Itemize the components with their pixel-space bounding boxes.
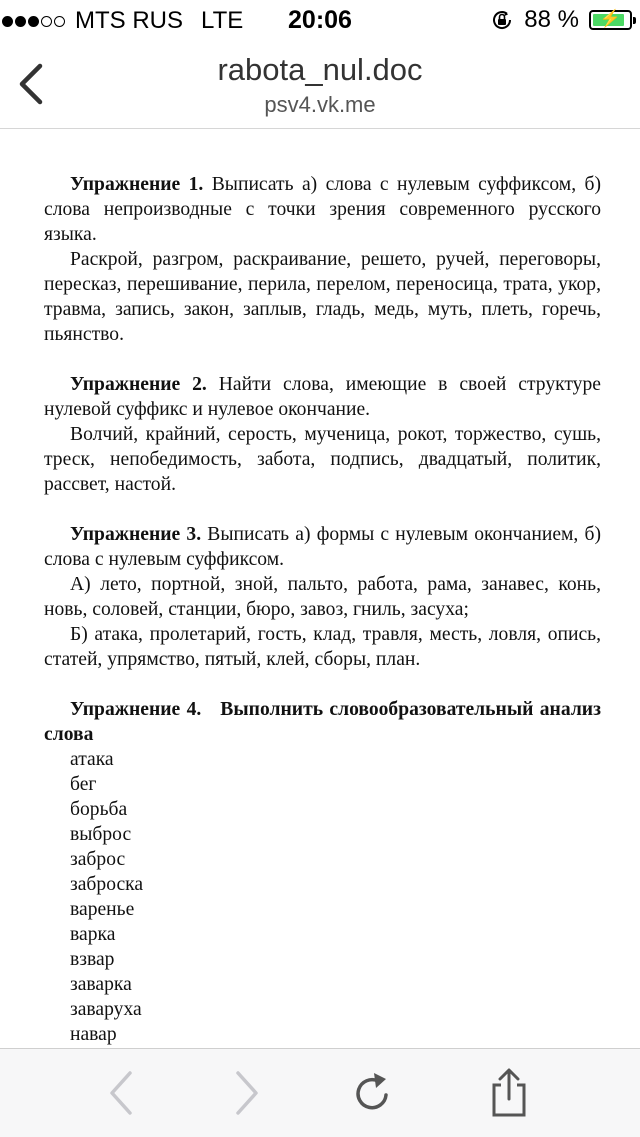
exercise-3 — [44, 522, 601, 672]
exercise-2 — [44, 372, 601, 497]
exercise-heading: Упражнение 2. — [70, 374, 207, 395]
exercise-heading: Упражнение 1. — [70, 174, 204, 195]
list-item: борьба — [70, 799, 128, 820]
list-item: заброска — [70, 874, 144, 895]
list-item: варенье — [70, 899, 135, 920]
back-arrow-icon — [98, 1067, 148, 1119]
list-item: взвар — [70, 949, 115, 970]
exercise-words: Раскрой, разгром, раскраивание, решето, ручей, переговоры, пересказ, перешивание, перила, перелом, переносица, трата, укор, травма, запись, закон, заплыв, гладь, медь, муть, плеть, горечь, пьянство. — [44, 249, 601, 345]
network-type: LTE — [201, 7, 244, 34]
status-bar-right — [490, 6, 632, 34]
share-button[interactable] — [484, 1067, 534, 1119]
reload-icon — [348, 1067, 398, 1119]
exercise-task — [44, 172, 601, 247]
exercise-words: Волчий, крайний, серость, мученица, рокот, торжество, сушь, треск, непобедимость, забота, подпись, двадцатый, политик, рассвет, настой. — [44, 424, 601, 495]
list-item: заварка — [70, 974, 132, 995]
exercise-task — [44, 372, 601, 422]
nav-header — [0, 40, 640, 129]
exercise-words-b: Б) атака, пролетарий, гость, клад, травля, месть, ловля, опись, статей, упрямство, пятый, клей, сборы, план. — [44, 624, 601, 670]
list-item: навар — [70, 1024, 117, 1045]
exercise-task-text: Найти слова, имеющие в своей структуре нулевой суффикс и нулевое окончание. — [44, 374, 601, 420]
exercise-task-text: Выполнить словообразовательный анализ слова — [44, 699, 601, 745]
exercise-task-text: Выписать а) формы с нулевым окончанием, б) слова с нулевым суффиксом. — [44, 524, 601, 570]
list-item: бег — [70, 774, 97, 795]
share-icon — [484, 1067, 534, 1119]
exercise-task — [44, 522, 601, 572]
status-bar — [0, 0, 640, 40]
back-nav-button[interactable] — [98, 1067, 148, 1119]
list-item: заброс — [70, 849, 126, 870]
battery-percent: 88 % — [524, 6, 579, 33]
orientation-lock-icon — [490, 8, 514, 32]
document-title: rabota_nul.doc — [217, 52, 423, 87]
status-time: 20:06 — [288, 6, 352, 34]
list-item: варка — [70, 924, 116, 945]
list-item: заваруха — [70, 999, 142, 1020]
carrier-name: MTS RUS — [75, 7, 183, 34]
exercise-task — [44, 697, 601, 747]
list-item: атака — [70, 749, 114, 770]
exercise-words-a: А) лето, портной, зной, пальто, работа, рама, занавес, конь, новь, соловей, станции, бюро, завоз, гниль, засуха; — [44, 574, 601, 620]
word-list — [44, 747, 601, 1047]
battery-tip — [633, 17, 636, 24]
exercise-1 — [44, 172, 601, 347]
document-body — [44, 172, 601, 1047]
forward-nav-button[interactable] — [220, 1067, 270, 1119]
exercise-task-text: Выписать а) слова с нулевым суффиксом, б) слова непроизводные с точки зрения современного русского языка. — [44, 174, 601, 245]
battery-icon — [589, 10, 632, 30]
exercise-heading: Упражнение 4. — [70, 699, 202, 720]
exercise-heading: Упражнение 3. — [70, 524, 202, 545]
browser-toolbar — [0, 1048, 640, 1137]
document-source: psv4.vk.me — [264, 92, 376, 117]
exercise-4 — [44, 697, 601, 1047]
charging-bolt-icon: ⚡ — [599, 9, 622, 28]
forward-arrow-icon — [220, 1067, 270, 1119]
reload-button[interactable] — [348, 1067, 398, 1119]
list-item: выброс — [70, 824, 132, 845]
